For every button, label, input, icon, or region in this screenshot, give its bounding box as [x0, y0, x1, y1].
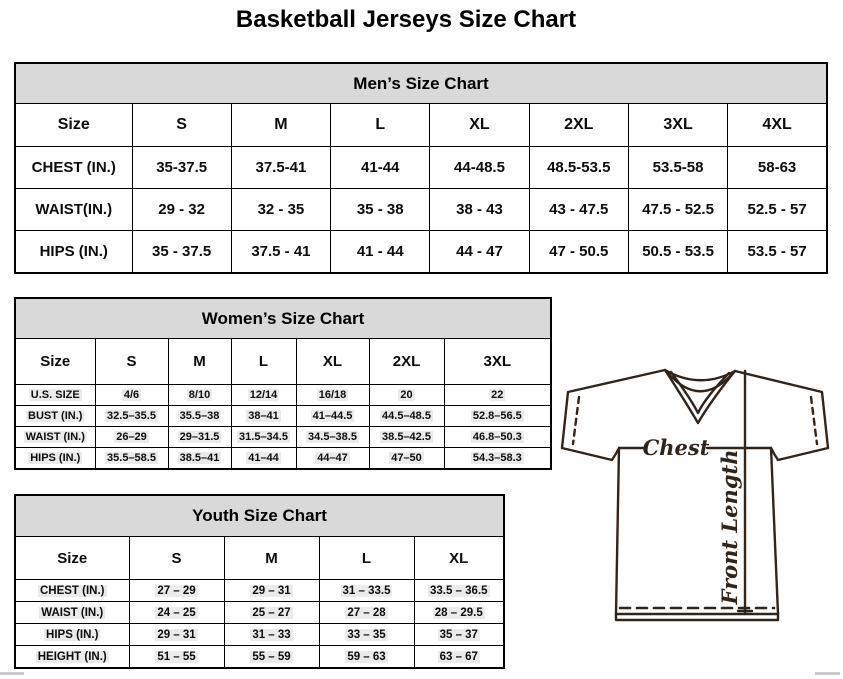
womens-size-cell: 4/6	[95, 385, 168, 406]
womens-col-header: S	[95, 339, 168, 385]
mens-size-cell: 44 - 47	[430, 231, 529, 274]
youth-size-cell: 51 – 55	[129, 646, 224, 669]
scrollbar-fragment-left	[0, 672, 24, 675]
womens-row-label: WAIST (IN.)	[15, 427, 95, 448]
front-length-measure-label: Front Length	[717, 449, 742, 605]
womens-size-cell: 32.5–35.5	[95, 406, 168, 427]
mens-size-cell: 53.5 - 57	[728, 231, 827, 274]
youth-size-cell: 33 – 35	[319, 624, 414, 646]
mens-col-header: Size	[15, 104, 132, 147]
womens-size-cell: 44–47	[296, 448, 369, 470]
mens-col-header: 3XL	[628, 104, 727, 147]
youth-size-cell: 27 – 28	[319, 602, 414, 624]
womens-size-cell: 41–44	[231, 448, 296, 470]
mens-size-cell: 44-48.5	[430, 147, 529, 189]
mens-size-cell: 32 - 35	[231, 189, 330, 231]
womens-col-header: L	[231, 339, 296, 385]
youth-row-label: HIPS (IN.)	[15, 624, 129, 646]
womens-size-cell: 20	[369, 385, 444, 406]
youth-row-label: HEIGHT (IN.)	[15, 646, 129, 669]
jersey-outline-icon	[558, 362, 842, 628]
mens-size-cell: 41 - 44	[331, 231, 430, 274]
mens-size-cell: 41-44	[331, 147, 430, 189]
mens-size-cell: 50.5 - 53.5	[628, 231, 727, 274]
mens-size-cell: 53.5-58	[628, 147, 727, 189]
youth-size-cell: 24 – 25	[129, 602, 224, 624]
mens-size-cell: 47 - 50.5	[529, 231, 628, 274]
youth-size-cell: 31 – 33.5	[319, 580, 414, 602]
youth-size-cell: 27 – 29	[129, 580, 224, 602]
mens-row-label: CHEST (IN.)	[15, 147, 132, 189]
mens-size-cell: 52.5 - 57	[728, 189, 827, 231]
womens-size-cell: 41–44.5	[296, 406, 369, 427]
mens-col-header: M	[231, 104, 330, 147]
mens-size-cell: 38 - 43	[430, 189, 529, 231]
page-title: Basketball Jerseys Size Chart	[235, 6, 577, 33]
mens-size-cell: 47.5 - 52.5	[628, 189, 727, 231]
mens-row-label: HIPS (IN.)	[15, 231, 132, 274]
youth-size-cell: 63 – 67	[414, 646, 504, 669]
youth-size-cell: 29 – 31	[224, 580, 319, 602]
womens-size-cell: 44.5–48.5	[369, 406, 444, 427]
womens-size-cell: 38.5–41	[168, 448, 231, 470]
mens-col-header: L	[331, 104, 430, 147]
youth-chart-title: Youth Size Chart	[15, 495, 504, 537]
mens-size-chart-table	[14, 62, 828, 274]
womens-col-header: 2XL	[369, 339, 444, 385]
womens-size-cell: 8/10	[168, 385, 231, 406]
womens-row-label: BUST (IN.)	[15, 406, 95, 427]
womens-col-header: 3XL	[444, 339, 551, 385]
mens-size-cell: 35 - 38	[331, 189, 430, 231]
womens-row-label: HIPS (IN.)	[15, 448, 95, 470]
youth-row-label: CHEST (IN.)	[15, 580, 129, 602]
womens-size-cell: 47–50	[369, 448, 444, 470]
womens-size-cell: 38–41	[231, 406, 296, 427]
mens-size-cell: 58-63	[728, 147, 827, 189]
womens-col-header: Size	[15, 339, 95, 385]
mens-col-header: 4XL	[728, 104, 827, 147]
youth-col-header: L	[319, 537, 414, 580]
youth-size-cell: 31 – 33	[224, 624, 319, 646]
youth-row-label: WAIST (IN.)	[15, 602, 129, 624]
youth-col-header: S	[129, 537, 224, 580]
mens-size-cell: 35 - 37.5	[132, 231, 231, 274]
womens-size-cell: 29–31.5	[168, 427, 231, 448]
womens-size-cell: 12/14	[231, 385, 296, 406]
youth-size-cell: 59 – 63	[319, 646, 414, 669]
womens-size-cell: 52.8–56.5	[444, 406, 551, 427]
jersey-measurement-diagram	[558, 362, 842, 628]
mens-row-label: WAIST(IN.)	[15, 189, 132, 231]
womens-col-header: XL	[296, 339, 369, 385]
mens-size-cell: 43 - 47.5	[529, 189, 628, 231]
womens-size-cell: 34.5–38.5	[296, 427, 369, 448]
mens-size-cell: 37.5-41	[231, 147, 330, 189]
mens-col-header: XL	[430, 104, 529, 147]
womens-col-header: M	[168, 339, 231, 385]
womens-size-cell: 16/18	[296, 385, 369, 406]
mens-chart-title: Men’s Size Chart	[15, 63, 827, 104]
youth-col-header: M	[224, 537, 319, 580]
youth-size-cell: 35 – 37	[414, 624, 504, 646]
youth-col-header: Size	[15, 537, 129, 580]
womens-size-cell: 38.5–42.5	[369, 427, 444, 448]
chest-measure-label: Chest	[642, 435, 710, 460]
mens-size-cell: 35-37.5	[132, 147, 231, 189]
womens-size-cell: 26–29	[95, 427, 168, 448]
mens-col-header: S	[132, 104, 231, 147]
youth-col-header: XL	[414, 537, 504, 580]
youth-size-chart-table	[14, 494, 505, 669]
mens-size-cell: 37.5 - 41	[231, 231, 330, 274]
scrollbar-fragment-right	[815, 672, 840, 675]
womens-size-cell: 35.5–58.5	[95, 448, 168, 470]
womens-size-cell: 46.8–50.3	[444, 427, 551, 448]
youth-size-cell: 28 – 29.5	[414, 602, 504, 624]
youth-size-cell: 25 – 27	[224, 602, 319, 624]
youth-size-cell: 55 – 59	[224, 646, 319, 669]
womens-chart-title: Women’s Size Chart	[15, 298, 551, 339]
youth-size-cell: 33.5 – 36.5	[414, 580, 504, 602]
womens-row-label: U.S. SIZE	[15, 385, 95, 406]
womens-size-cell: 54.3–58.3	[444, 448, 551, 470]
mens-size-cell: 29 - 32	[132, 189, 231, 231]
mens-col-header: 2XL	[529, 104, 628, 147]
womens-size-cell: 35.5–38	[168, 406, 231, 427]
mens-size-cell: 48.5-53.5	[529, 147, 628, 189]
womens-size-cell: 31.5–34.5	[231, 427, 296, 448]
womens-size-chart-table	[14, 297, 552, 470]
womens-size-cell: 22	[444, 385, 551, 406]
youth-size-cell: 29 – 31	[129, 624, 224, 646]
